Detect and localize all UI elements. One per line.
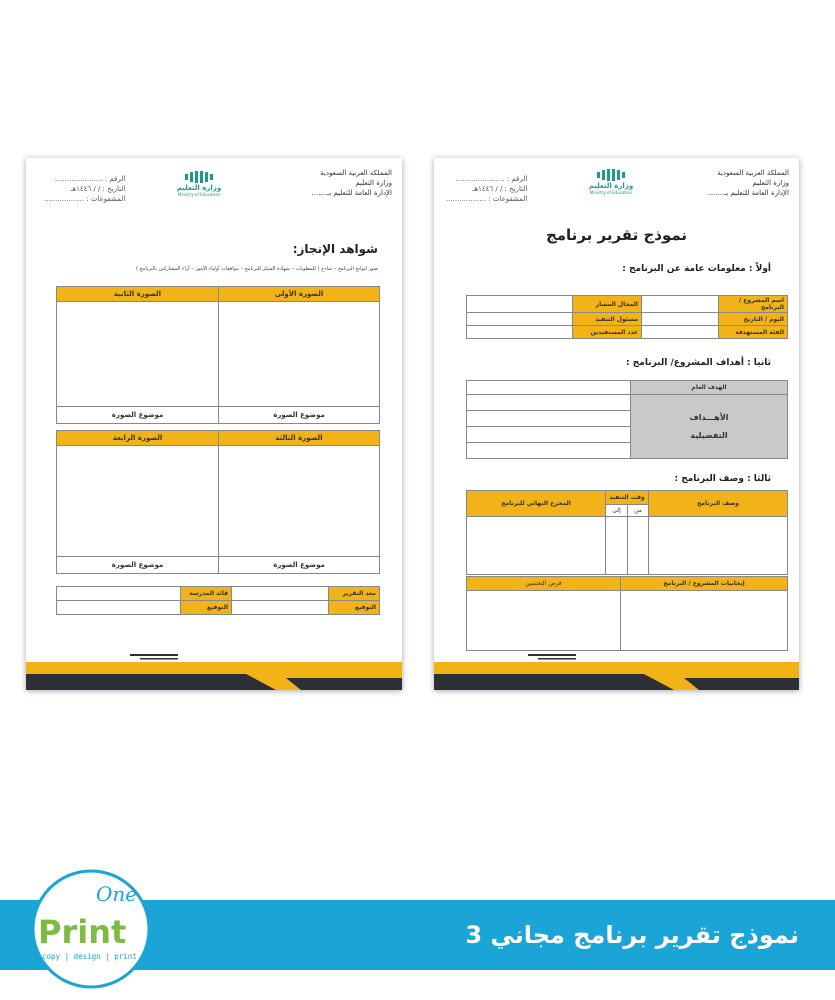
ministry-label: وزارة التعليم xyxy=(752,179,789,187)
executor-value xyxy=(467,313,573,326)
ministry-logo xyxy=(586,168,636,195)
page-title: نموذج تقرير برنامج xyxy=(545,226,688,244)
photo-area xyxy=(57,446,218,557)
project-name-label: اسم المشروع / البرنامج xyxy=(719,296,788,313)
evaluation-table xyxy=(466,576,788,651)
brand-one: One xyxy=(96,882,138,906)
photo-area xyxy=(219,302,379,407)
date-field: التاريخ : / / ١٤٤٦هـ xyxy=(472,185,528,193)
general-goal-value xyxy=(467,381,631,395)
brand-print: Print xyxy=(38,913,127,951)
photo-head: الصورة الرابعة xyxy=(57,431,218,446)
date-value xyxy=(642,313,719,326)
ministry-logo-icon xyxy=(596,168,626,182)
ministry-logo xyxy=(174,170,224,197)
country-label: المملكة العربية السعودية xyxy=(717,169,789,177)
to-value xyxy=(606,517,628,575)
report-page-achievements xyxy=(26,158,402,690)
target-group-label: الفئة المستهدفة xyxy=(719,326,788,339)
to-label: إلى xyxy=(606,505,628,517)
positives-label: إيجابيات المشروع / البرنامج xyxy=(621,577,788,591)
target-group-value xyxy=(642,326,719,339)
logo-text: وزارة التعليم xyxy=(588,182,634,190)
detailed-goals-value xyxy=(467,395,631,459)
logo-subtext: Ministry of Education xyxy=(177,192,221,197)
photo-caption: موضوع الصورة xyxy=(273,411,325,419)
track-value xyxy=(467,296,573,313)
photo-cell-4 xyxy=(57,431,218,573)
photo-grid-bottom xyxy=(56,430,380,574)
meta-block xyxy=(446,174,527,204)
photo-head: الصورة الأولى xyxy=(219,287,379,302)
track-label: المجال المسار xyxy=(573,296,642,313)
preparer-value xyxy=(232,587,329,601)
number-field: الرقم : ...................... xyxy=(455,175,528,183)
detailed-goals-line-2: التفصيلية xyxy=(690,430,728,440)
description-value xyxy=(649,517,788,575)
photo-cell-2 xyxy=(57,287,218,423)
preparer-label: معد التقرير xyxy=(329,587,380,601)
photo-cell-3 xyxy=(218,431,379,573)
banner-title: نموذج تقرير برنامج مجاني 3 xyxy=(465,921,799,949)
header-block xyxy=(709,168,789,198)
attachments-field: المشفوعات : .................. xyxy=(44,195,126,203)
beneficiaries-label: عدد المستفيدين xyxy=(573,326,642,339)
section-general-info: أولاً : معلومات عامة عن البرنامج : xyxy=(622,264,771,274)
page-title: شواهد الإنجاز: xyxy=(292,242,378,256)
signature-table xyxy=(56,586,380,615)
date-field: التاريخ : / / ١٤٤٦هـ xyxy=(70,185,126,193)
ministry-label: وزارة التعليم xyxy=(355,179,392,187)
general-goal-label: الهدف العام xyxy=(631,381,788,395)
from-label: من xyxy=(628,505,649,517)
improvement-value xyxy=(467,591,621,651)
final-output-label: المخرج النهائي للبرنامج xyxy=(467,491,606,517)
administration-label: الإدارة العامة للتعليم بـ....... xyxy=(311,189,392,197)
ministry-logo-icon xyxy=(184,170,214,184)
final-output-value xyxy=(467,517,606,575)
project-name-value xyxy=(642,296,719,313)
country-label: المملكة العربية السعودية xyxy=(320,169,392,177)
goals-table xyxy=(466,380,788,459)
photo-caption: موضوع الصورة xyxy=(111,411,164,419)
principal-label: قائد المدرسة xyxy=(181,587,232,601)
detailed-goals-line-1: الأهـــداف xyxy=(689,412,729,422)
administration-label: الإدارة العامة للتعليم بـ....... xyxy=(708,189,789,197)
executor-label: مسئول التنفيذ xyxy=(573,313,642,326)
from-value xyxy=(628,517,649,575)
photo-area xyxy=(57,302,218,407)
brand-tagline: copy | design | print xyxy=(42,952,137,961)
improvement-label: فرص التحسين xyxy=(467,577,621,591)
attachments-field: المشفوعات : .................. xyxy=(446,195,528,203)
beneficiaries-value xyxy=(467,326,573,339)
exec-time-label: وقت التنفيذ xyxy=(606,491,649,505)
preparer-sign-value xyxy=(232,601,329,615)
detailed-goals-label xyxy=(631,395,788,459)
section-goals: ثانيا : أهداف المشروع/ البرنامج : xyxy=(626,358,771,368)
photo-grid-top xyxy=(56,286,380,424)
photo-area xyxy=(219,446,379,557)
principal-value xyxy=(57,587,181,601)
photo-cell-1 xyxy=(218,287,379,423)
photo-caption: موضوع الصورة xyxy=(111,561,164,569)
report-page-program xyxy=(434,158,799,690)
footer-decoration xyxy=(434,650,799,690)
description-label: وصف البرنامج xyxy=(649,491,788,517)
info-table xyxy=(466,295,788,339)
photo-head: الصورة الثانية xyxy=(57,287,218,302)
section-description: ثالثا : وصف البرنامج : xyxy=(674,474,771,484)
footer-decoration xyxy=(26,650,402,690)
photo-head: الصورة الثالثة xyxy=(219,431,379,446)
page-subtitle: صور لنواتج البرنامج – نماذج ( للمطويات – شهادة الشكر للبرنامج – موافقات أولياء الأمور – آراء المشاركين بالبرنامج ) xyxy=(135,266,378,272)
meta-block xyxy=(44,174,125,204)
preparer-sign-label: التوقيع xyxy=(329,601,380,615)
number-field: الرقم : ...................... xyxy=(53,175,126,183)
positives-value xyxy=(621,591,788,651)
header-block xyxy=(312,168,392,198)
description-table xyxy=(466,490,788,575)
principal-sign-label: التوقيع xyxy=(181,601,232,615)
photo-caption: موضوع الصورة xyxy=(273,561,325,569)
principal-sign-value xyxy=(57,601,181,615)
logo-subtext: Ministry of Education xyxy=(589,190,633,195)
logo-text: وزارة التعليم xyxy=(176,184,222,192)
one-print-logo xyxy=(26,867,164,991)
date-label: اليوم / التاريخ xyxy=(719,313,788,326)
